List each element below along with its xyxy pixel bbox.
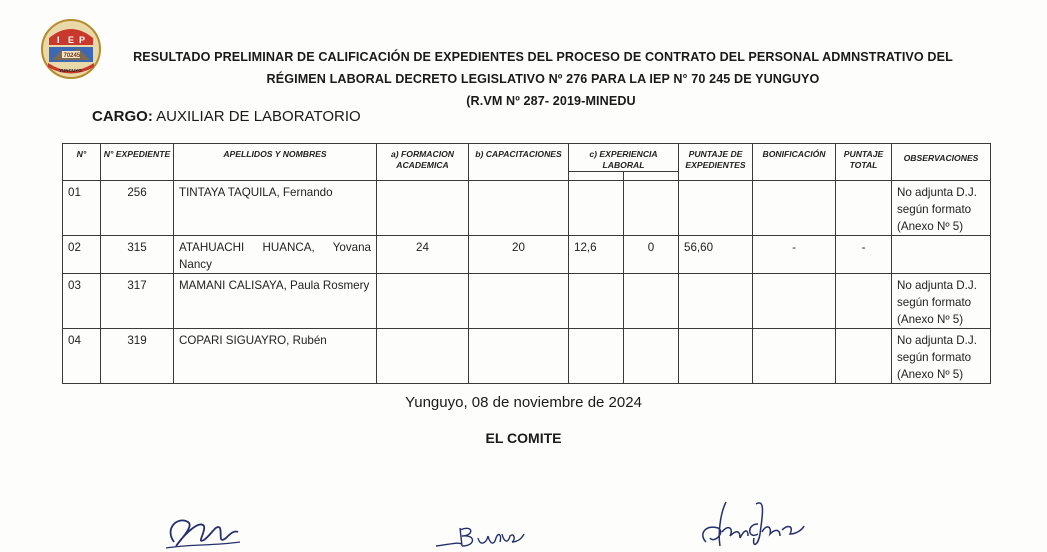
signature-3: [696, 494, 826, 552]
header-formacion: a) FORMACION ACADEMICA: [377, 144, 469, 181]
signature-1: [160, 508, 250, 552]
title-line: RÉGIMEN LABORAL DECRETO LEGISLATIVO Nº 276 PARA LA IEP N° 70 245 DE YUNGUYO: [266, 72, 820, 86]
title-line: RESULTADO PRELIMINAR DE CALIFICACIÓN DE EXPEDIENTES DEL PROCESO DE CONTRATO DEL PERSONAL ADMNSTRATIVO DEL: [133, 50, 953, 64]
cell-nombre: MAMANI CALISAYA, Paula Rosmery: [174, 274, 377, 329]
cell-experiencia-2: [624, 181, 679, 236]
cell-experiencia-1: [569, 181, 624, 236]
logo-letter: E: [68, 35, 75, 45]
cell-expediente: 256: [101, 181, 174, 236]
logo-letter: I: [57, 35, 60, 45]
cell-bonificacion: [753, 274, 836, 329]
header-expediente: N° EXPEDIENTE: [101, 144, 174, 181]
results-table: [62, 143, 991, 384]
school-logo: [40, 18, 102, 80]
cargo-value: AUXILIAR DE LABORATORIO: [156, 108, 361, 125]
signature-2: [432, 520, 532, 552]
cell-expediente: 319: [101, 329, 174, 384]
logo-letter: P: [79, 35, 86, 45]
header-bonificacion: BONIFICACIÓN: [753, 144, 836, 181]
header-capacitaciones: b) CAPACITACIONES: [469, 144, 569, 181]
header-nombres: APELLIDOS Y NOMBRES: [174, 144, 377, 181]
cargo-line: [92, 108, 361, 125]
cell-formacion: [377, 329, 469, 384]
document-title: [118, 46, 968, 112]
table-row: [63, 181, 991, 236]
cell-observaciones: No adjunta D.J. según formato (Anexo Nº 5): [892, 181, 991, 236]
cell-puntaje-expedientes: 56,60: [679, 236, 753, 274]
table-row: [63, 236, 991, 274]
header-puntaje-expedientes: PUNTAJE DE EXPEDIENTES: [679, 144, 753, 181]
cell-bonificacion: [753, 329, 836, 384]
cell-observaciones: [892, 236, 991, 274]
cell-formacion: [377, 181, 469, 236]
cell-nombre: ATAHUACHI HUANCA, Yovana Nancy: [174, 236, 377, 274]
cargo-label: CARGO:: [92, 108, 153, 125]
cell-puntaje-total: [836, 181, 892, 236]
cell-num: 03: [63, 274, 101, 329]
committee-label: EL COMITE: [485, 430, 562, 446]
cell-puntaje-expedientes: [679, 274, 753, 329]
cell-experiencia-1: [569, 329, 624, 384]
cell-experiencia-1: [569, 274, 624, 329]
header-observaciones: OBSERVACIONES: [892, 144, 991, 181]
header-puntaje-total: PUNTAJE TOTAL: [836, 144, 892, 181]
cell-observaciones: No adjunta D.J. según formato (Anexo Nº 5): [892, 274, 991, 329]
title-line: (R.VM Nº 287- 2019-MINEDU: [466, 94, 636, 108]
cell-expediente: 317: [101, 274, 174, 329]
cell-experiencia-2: 0: [624, 236, 679, 274]
cell-formacion: 24: [377, 236, 469, 274]
cell-experiencia-1: 12,6: [569, 236, 624, 274]
cell-puntaje-expedientes: [679, 329, 753, 384]
logo-number: 70245: [63, 53, 81, 59]
header-experiencia-sub-2: [624, 172, 679, 181]
cell-capacitaciones: 20: [469, 236, 569, 274]
cell-formacion: [377, 274, 469, 329]
cell-puntaje-total: [836, 329, 892, 384]
cell-puntaje-total: [836, 274, 892, 329]
cell-capacitaciones: [469, 274, 569, 329]
header-experiencia-sub-1: [569, 172, 624, 181]
cell-num: 01: [63, 181, 101, 236]
cell-observaciones: No adjunta D.J. según formato (Anexo Nº 5): [892, 329, 991, 384]
cell-nombre: TINTAYA TAQUILA, Fernando: [174, 181, 377, 236]
table-row: [63, 329, 991, 384]
cell-capacitaciones: [469, 329, 569, 384]
cell-num: 02: [63, 236, 101, 274]
header-experiencia: c) EXPERIENCIA LABORAL: [569, 144, 679, 172]
cell-expediente: 315: [101, 236, 174, 274]
cell-puntaje-total: -: [836, 236, 892, 274]
cell-bonificacion: [753, 181, 836, 236]
cell-nombre: COPARI SIGUAYRO, Rubén: [174, 329, 377, 384]
cell-puntaje-expedientes: [679, 181, 753, 236]
cell-experiencia-2: [624, 274, 679, 329]
cell-num: 04: [63, 329, 101, 384]
logo-town: YUNGUYO: [59, 68, 82, 73]
place-date: Yunguyo, 08 de noviembre de 2024: [405, 394, 642, 411]
cell-experiencia-2: [624, 329, 679, 384]
cell-capacitaciones: [469, 181, 569, 236]
cell-bonificacion: -: [753, 236, 836, 274]
header-num: N°: [63, 144, 101, 181]
table-row: [63, 274, 991, 329]
